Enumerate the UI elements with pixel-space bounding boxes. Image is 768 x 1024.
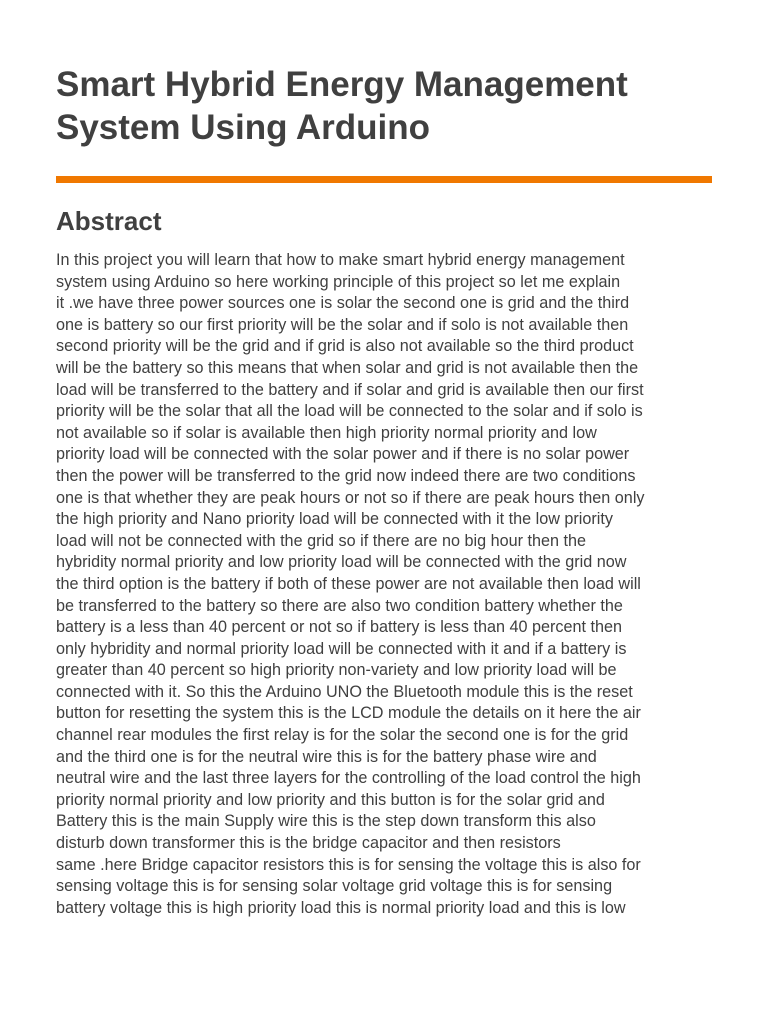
abstract-line: one is that whether they are peak hours or not so if there are peak hours then only — [56, 488, 645, 507]
document-title — [56, 63, 716, 149]
abstract-line: priority normal priority and low priority and this button is for the solar grid and — [56, 790, 605, 809]
abstract-line: load will not be connected with the grid so if there are no big hour then the — [56, 531, 587, 550]
document-title-line: System Using Arduino — [56, 108, 431, 147]
abstract-line: hybridity normal priority and low priority load will be connected with the grid now — [56, 553, 627, 572]
abstract-line: connected with it. So this the Arduino UNO the Bluetooth module this is the reset — [56, 682, 633, 701]
abstract-line: priority will be the solar that all the load will be connected to the solar and if solo is — [56, 402, 643, 421]
abstract-line: not available so if solar is available then high priority normal priority and low — [56, 423, 597, 442]
abstract-body — [56, 250, 716, 919]
abstract-line: channel rear modules the first relay is for the solar the second one is for the grid — [56, 726, 629, 745]
abstract-line: button for resetting the system this is the LCD module the details on it here the air — [56, 704, 641, 723]
abstract-line: Battery this is the main Supply wire this is the step down transform this also — [56, 812, 596, 831]
abstract-line: only hybridity and normal priority load will be connected with it and if a battery is — [56, 639, 627, 658]
abstract-line: second priority will be the grid and if grid is also not available so the third product — [56, 337, 634, 356]
document-title-line: Smart Hybrid Energy Management — [56, 65, 628, 104]
abstract-line: the third option is the battery if both of these power are not available then load will — [56, 574, 641, 593]
abstract-line: disturb down transformer this is the bridge capacitor and then resistors — [56, 834, 561, 853]
abstract-line: In this project you will learn that how to make smart hybrid energy management — [56, 251, 625, 269]
abstract-line: battery is a less than 40 percent or not so if battery is less than 40 percent then — [56, 618, 622, 637]
abstract-line: greater than 40 percent so high priority non-variety and low priority load will be — [56, 661, 617, 680]
abstract-line: it .we have three power sources one is solar the second one is grid and the third — [56, 294, 630, 313]
abstract-line: system using Arduino so here working principle of this project so let me explain — [56, 272, 621, 291]
abstract-line: neutral wire and the last three layers for the controlling of the load control the high — [56, 769, 641, 788]
abstract-line: be transferred to the battery so there are also two condition battery whether the — [56, 596, 623, 615]
abstract-line: the high priority and Nano priority load will be connected with it the low priority — [56, 510, 613, 529]
abstract-line: and the third one is for the neutral wire this is for the battery phase wire and — [56, 747, 597, 766]
abstract-line: one is battery so our first priority will be the solar and if solo is not available then — [56, 315, 629, 334]
abstract-heading: Abstract — [56, 206, 162, 236]
abstract-line: same .here Bridge capacitor resistors this is for sensing the voltage this is also for — [56, 855, 641, 874]
abstract-line: will be the battery so this means that when solar and grid is not available then the — [56, 358, 639, 377]
abstract-line: priority load will be connected with the solar power and if there is no solar power — [56, 445, 630, 464]
abstract-line: load will be transferred to the battery and if solar and grid is available then our first — [56, 380, 644, 399]
abstract-line: then the power will be transferred to the grid now indeed there are two conditions — [56, 466, 636, 485]
abstract-line: battery voltage this is high priority load this is normal priority load and this is low — [56, 898, 626, 917]
abstract-line: sensing voltage this is for sensing solar voltage grid voltage this is for sensing — [56, 877, 613, 896]
title-divider — [56, 176, 712, 183]
